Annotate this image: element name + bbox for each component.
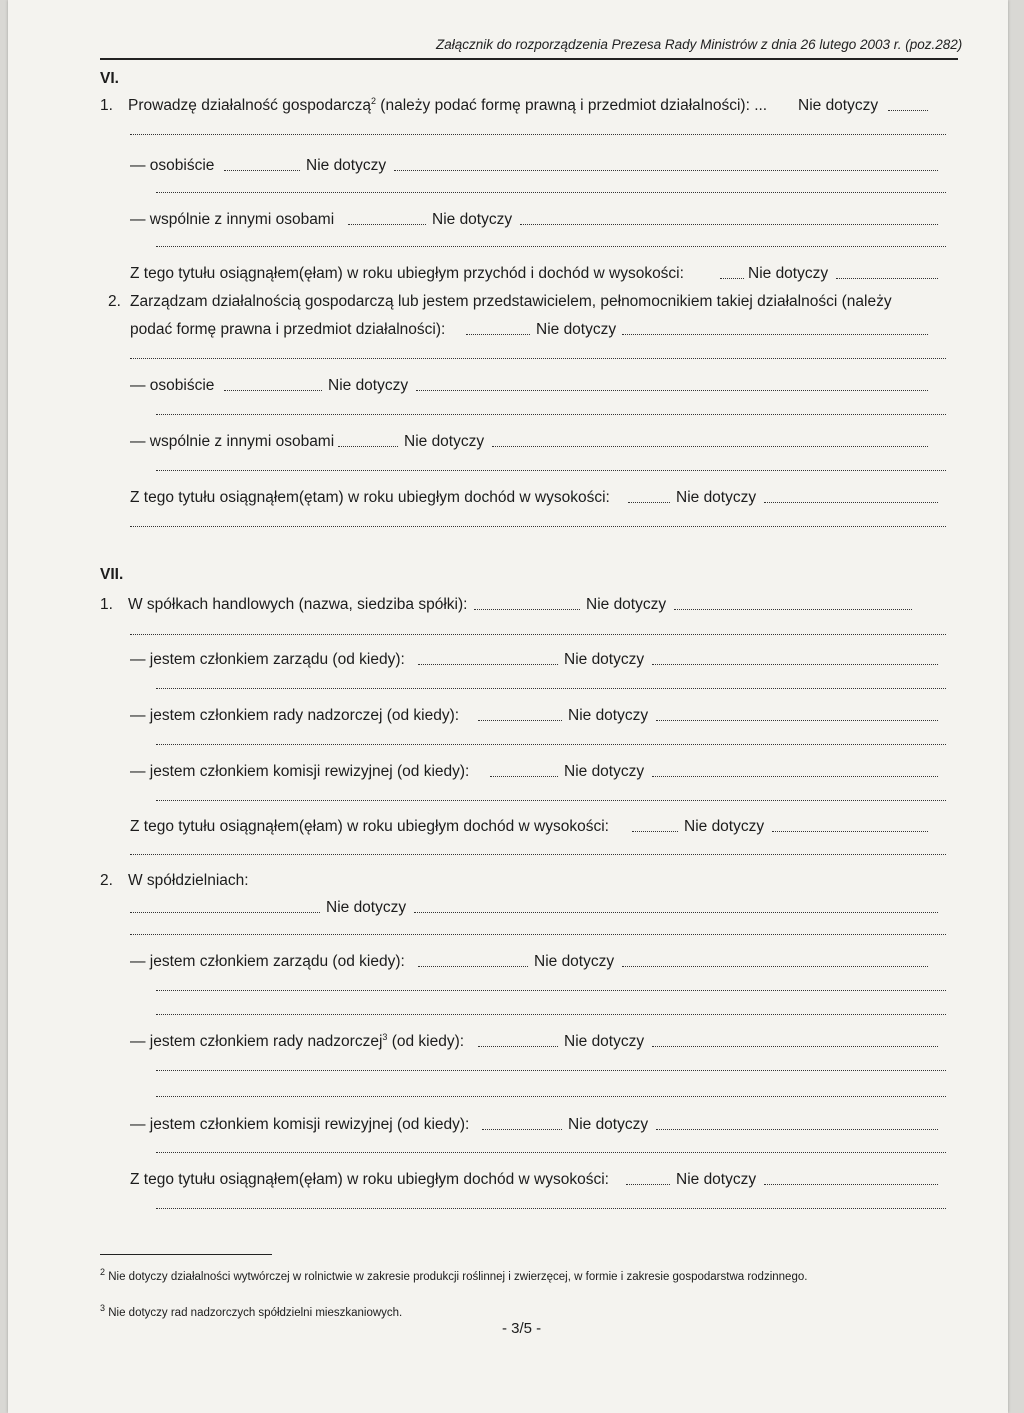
fill-line: [156, 688, 946, 689]
fill-line: [130, 854, 946, 855]
vi-1-question: Prowadzę działalność gospodarczą$^2$ (należy podać formę prawną i przedmiot działalności): ...: [128, 95, 768, 114]
fill-line: [626, 1184, 670, 1185]
fill-line: [156, 470, 946, 471]
fill-line: [674, 609, 912, 610]
vi-1-personal-answer: Nie dotyczy: [306, 157, 387, 174]
fill-line: [130, 934, 946, 935]
fill-line: [652, 664, 938, 665]
footnote-2: $^2$ Nie dotyczy działalności wytwórczej w rolnictwie w zakresie produkcji roślinnej i zwierzęcej, w formie i zakresie gospodarstwa rodzinnego.: [100, 1267, 808, 1283]
vi-2-personal-answer: Nie dotyczy: [328, 377, 409, 394]
fill-line: [156, 1152, 946, 1153]
fill-line: [338, 446, 398, 447]
header-rule: [100, 58, 958, 60]
fill-line: [764, 502, 938, 503]
fill-line: [394, 170, 938, 171]
vi-1-joint-label: — wspólnie z innymi osobami: [130, 211, 335, 228]
vii-2-supervisory-answer: Nie dotyczy: [564, 1033, 645, 1050]
vii-1-income-answer: Nie dotyczy: [684, 818, 765, 835]
footnote-rule: [100, 1254, 272, 1255]
vii-1-question: W spółkach handlowych (nazwa, siedziba spółki):: [128, 596, 468, 613]
fill-line: [156, 1208, 946, 1209]
vii-1-supervisory-answer: Nie dotyczy: [568, 707, 649, 724]
fill-line: [628, 502, 670, 503]
vii-2-audit-label: — jestem członkiem komisji rewizyjnej (od kiedy):: [130, 1116, 470, 1133]
vi-2-personal-label: — osobiście: [130, 377, 215, 394]
fill-line: [622, 966, 928, 967]
fill-line: [418, 966, 528, 967]
fill-line: [656, 720, 938, 721]
fill-line: [492, 446, 928, 447]
fill-line: [764, 1184, 938, 1185]
fill-line: [720, 278, 744, 279]
fill-line: [224, 390, 322, 391]
fill-line: [474, 609, 580, 610]
fill-line: [156, 192, 946, 193]
vi-2-number: 2.: [108, 293, 121, 310]
vii-1-number: 1.: [100, 596, 113, 613]
vii-1-audit-label: — jestem członkiem komisji rewizyjnej (od kiedy):: [130, 763, 470, 780]
fill-line: [652, 1046, 938, 1047]
vii-2-income-label: Z tego tytułu osiągnąłem(ęłam) w roku ubiegłym dochód w wysokości:: [130, 1171, 609, 1188]
fill-line: [156, 990, 946, 991]
vii-2-audit-answer: Nie dotyczy: [568, 1116, 649, 1133]
fill-line: [836, 278, 938, 279]
fill-line: [466, 334, 530, 335]
footnote-ref-2: 2: [370, 95, 376, 106]
fill-line: [652, 776, 938, 777]
vii-2-board-label: — jestem członkiem zarządu (od kiedy):: [130, 953, 405, 970]
vi-1-answer: Nie dotyczy: [798, 97, 879, 114]
section-vii-title: VII.: [100, 566, 124, 583]
fill-line: [130, 912, 320, 913]
vii-1-supervisory-label: — jestem członkiem rady nadzorczej (od kiedy):: [130, 707, 460, 724]
vi-2-joint-answer: Nie dotyczy: [404, 433, 485, 450]
page-number: - 3/5 -: [502, 1320, 542, 1337]
vii-2-question: W spółdzielniach:: [128, 872, 249, 889]
vi-2-income-answer: Nie dotyczy: [676, 489, 757, 506]
vii-2-supervisory-label: — jestem członkiem rady nadzorczej$^3$ (od kiedy):: [130, 1031, 465, 1050]
fill-line: [156, 1014, 946, 1015]
vii-1-audit-answer: Nie dotyczy: [564, 763, 645, 780]
fill-line: [772, 831, 928, 832]
vi-1-income-answer: Nie dotyczy: [748, 265, 829, 282]
vi-2-joint-label: — wspólnie z innymi osobami: [130, 433, 335, 450]
vii-1-income-label: Z tego tytułu osiągnąłem(ęłam) w roku ubiegłym dochód w wysokości:: [130, 818, 609, 835]
vi-2-question-line2: podać formę prawna i przedmiot działalności):: [130, 321, 446, 338]
fill-line: [478, 1046, 558, 1047]
fill-line: [478, 720, 562, 721]
fill-line: [130, 358, 946, 359]
fill-line: [224, 170, 300, 171]
vi-1-income-label: Z tego tytułu osiągnąłem(ęłam) w roku ubiegłym przychód i dochód w wysokości:: [130, 265, 684, 282]
vii-2-income-answer: Nie dotyczy: [676, 1171, 757, 1188]
vii-1-answer: Nie dotyczy: [586, 596, 667, 613]
fill-line: [156, 246, 946, 247]
fill-line: [156, 744, 946, 745]
vi-1-joint-answer: Nie dotyczy: [432, 211, 513, 228]
fill-line: [520, 224, 938, 225]
fill-line: [414, 912, 938, 913]
vi-2-answer: Nie dotyczy: [536, 321, 617, 338]
fill-line: [130, 134, 946, 135]
footnote-3: $^3$ Nie dotyczy rad nadzorczych spółdzielni mieszkaniowych.: [100, 1303, 403, 1319]
fill-line: [490, 776, 558, 777]
fill-line: [130, 634, 946, 635]
vii-1-board-label: — jestem członkiem zarządu (od kiedy):: [130, 651, 405, 668]
page-header: Załącznik do rozporządzenia Prezesa Rady Ministrów z dnia 26 lutego 2003 r. (poz.282): [436, 37, 963, 52]
vi-2-question-line1: Zarządzam działalnością gospodarczą lub jestem przedstawicielem, pełnomocnikiem takiej działalności (należy: [130, 293, 892, 310]
fill-line: [348, 224, 426, 225]
vii-2-number: 2.: [100, 872, 113, 889]
fill-line: [156, 1070, 946, 1071]
fill-line: [416, 390, 928, 391]
fill-line: [130, 526, 946, 527]
vi-1-number: 1.: [100, 97, 113, 114]
vii-2-answer: Nie dotyczy: [326, 899, 407, 916]
vi-2-income-label: Z tego tytułu osiągnąłem(ętam) w roku ubiegłym dochód w wysokości:: [130, 489, 610, 506]
fill-line: [888, 110, 928, 111]
vi-1-personal-label: — osobiście: [130, 157, 215, 174]
fill-line: [156, 800, 946, 801]
vii-2-board-answer: Nie dotyczy: [534, 953, 615, 970]
vii-1-board-answer: Nie dotyczy: [564, 651, 645, 668]
fill-line: [622, 334, 928, 335]
document-page: [8, 0, 1008, 1413]
fill-line: [632, 831, 678, 832]
fill-line: [156, 1096, 946, 1097]
fill-line: [418, 664, 558, 665]
section-vi-title: VI.: [100, 70, 119, 87]
footnote-ref-3: 3: [382, 1031, 388, 1042]
fill-line: [656, 1129, 938, 1130]
fill-line: [482, 1129, 562, 1130]
fill-line: [156, 414, 946, 415]
